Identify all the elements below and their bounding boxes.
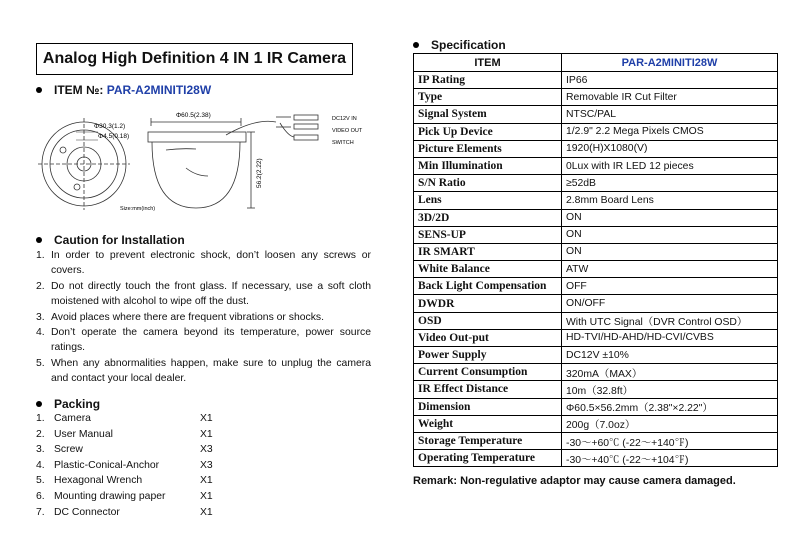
dim-height-label: 56.2(2.22) bbox=[256, 158, 263, 188]
packing-list bbox=[36, 411, 236, 520]
spec-col-item: ITEM bbox=[414, 54, 562, 72]
side-view bbox=[148, 115, 318, 208]
item-number-value: PAR-A2MINITI28W bbox=[106, 83, 212, 97]
list-item: 4. Plastic-Conical-Anchor X3 bbox=[36, 459, 213, 471]
spec-label: IR Effect Distance bbox=[414, 381, 562, 398]
spec-label: Lens bbox=[414, 192, 562, 209]
spec-col-model: PAR-A2MINITI28W bbox=[562, 54, 778, 72]
table-row bbox=[414, 209, 778, 226]
spec-value: ≥52dB bbox=[562, 175, 778, 192]
packing-heading: Packing bbox=[36, 397, 100, 411]
spec-value: 0Lux with IR LED 12 pieces bbox=[562, 157, 778, 174]
spec-value: With UTC Signal（DVR Control OSD） bbox=[562, 312, 778, 329]
spec-label: Operating Temperature bbox=[414, 450, 562, 467]
spec-label: Picture Elements bbox=[414, 140, 562, 157]
table-row bbox=[414, 89, 778, 106]
list-item: 1. In order to prevent electronic shock, don’t loosen any screws or covers. bbox=[36, 250, 371, 277]
spec-value: ON bbox=[562, 243, 778, 260]
front-view bbox=[38, 118, 130, 210]
spec-label: White Balance bbox=[414, 261, 562, 278]
table-row bbox=[414, 175, 778, 192]
table-row bbox=[414, 243, 778, 260]
spec-value: 2.8mm Board Lens bbox=[562, 192, 778, 209]
spec-label: 3D/2D bbox=[414, 209, 562, 226]
spec-value: Φ60.5×56.2mm（2.38"×2.22"） bbox=[562, 398, 778, 415]
list-item: 3. Avoid places where there are frequent vibrations or shocks. bbox=[36, 311, 324, 323]
document-title: Analog High Definition 4 IN 1 IR Camera bbox=[36, 43, 353, 75]
cable-label-switch: SWITCH bbox=[332, 140, 354, 146]
table-row bbox=[414, 329, 778, 346]
table-row bbox=[414, 381, 778, 398]
table-row bbox=[414, 261, 778, 278]
spec-label: Video Out-put bbox=[414, 329, 562, 346]
table-row bbox=[414, 123, 778, 140]
spec-label: Current Consumption bbox=[414, 364, 562, 381]
list-item: 7. DC Connector X1 bbox=[36, 506, 213, 518]
table-row bbox=[414, 278, 778, 295]
spec-label: Signal System bbox=[414, 106, 562, 123]
table-row bbox=[414, 312, 778, 329]
table-row bbox=[414, 432, 778, 449]
bullet-icon bbox=[36, 87, 42, 93]
bullet-icon bbox=[36, 401, 42, 407]
list-item: 4. Don’t operate the camera beyond its temperature, power source ratings. bbox=[36, 327, 371, 354]
spec-value: OFF bbox=[562, 278, 778, 295]
spec-value: Removable IR Cut Filter bbox=[562, 89, 778, 106]
list-item: 5. Hexagonal Wrench X1 bbox=[36, 475, 213, 487]
table-row bbox=[414, 398, 778, 415]
spec-value: 1/2.9" 2.2 Mega Pixels CMOS bbox=[562, 123, 778, 140]
table-row bbox=[414, 157, 778, 174]
table-row bbox=[414, 140, 778, 157]
bullet-icon bbox=[413, 42, 419, 48]
table-row bbox=[414, 192, 778, 209]
dim-outer-label: Φ30.3(1.2) bbox=[94, 123, 126, 130]
list-item: 6. Mounting drawing paper X1 bbox=[36, 490, 213, 502]
caution-heading: Caution for Installation bbox=[36, 233, 185, 247]
spec-value: -30～+40℃ (-22～+104℉) bbox=[562, 450, 778, 467]
list-item: 3. Screw X3 bbox=[36, 444, 213, 456]
table-row bbox=[414, 347, 778, 364]
cable-label-video-out: VIDEO OUT bbox=[332, 128, 363, 134]
list-item: 2. User Manual X1 bbox=[36, 428, 213, 440]
spec-label: S/N Ratio bbox=[414, 175, 562, 192]
spec-label: Weight bbox=[414, 415, 562, 432]
table-row bbox=[414, 450, 778, 467]
spec-value: IP66 bbox=[562, 72, 778, 89]
spec-label: Type bbox=[414, 89, 562, 106]
spec-label: Back Light Compensation bbox=[414, 278, 562, 295]
spec-value: 200g（7.0oz） bbox=[562, 415, 778, 432]
spec-label: Pick Up Device bbox=[414, 123, 562, 140]
spec-value: ATW bbox=[562, 261, 778, 278]
caution-list bbox=[36, 248, 371, 387]
spec-value: DC12V ±10% bbox=[562, 347, 778, 364]
table-row bbox=[414, 415, 778, 432]
list-item: 2. Do not directly touch the front glass. If necessary, use a soft cloth moistened with alcohol to wipe off the dust. bbox=[36, 280, 371, 308]
bullet-icon bbox=[36, 237, 42, 243]
spec-value: ON/OFF bbox=[562, 295, 778, 312]
spec-label: Storage Temperature bbox=[414, 432, 562, 449]
item-number-label: ITEM №: bbox=[54, 83, 104, 97]
table-row bbox=[414, 72, 778, 89]
dim-inner-label: Φ4.5(0.18) bbox=[98, 133, 130, 140]
spec-value: ON bbox=[562, 226, 778, 243]
spec-value: 10m（32.8ft） bbox=[562, 381, 778, 398]
list-item: 5. When any abnormalities happen, make sure to unplug the camera and contact your local dealer. bbox=[36, 357, 371, 385]
camera-drawing bbox=[36, 108, 366, 220]
spec-value: 320mA（MAX） bbox=[562, 364, 778, 381]
list-item: 1. Camera X1 bbox=[36, 413, 213, 424]
spec-value: ON bbox=[562, 209, 778, 226]
spec-header-row bbox=[414, 54, 778, 72]
spec-label: DWDR bbox=[414, 295, 562, 312]
table-row bbox=[414, 106, 778, 123]
spec-label: IR SMART bbox=[414, 243, 562, 260]
spec-heading: Specification bbox=[413, 38, 506, 52]
spec-label: Min Illumination bbox=[414, 157, 562, 174]
spec-value: -30～+60℃ (-22～+140℉) bbox=[562, 432, 778, 449]
item-number bbox=[36, 83, 211, 97]
spec-label: OSD bbox=[414, 312, 562, 329]
size-note: Size:mm(inch) bbox=[120, 206, 156, 212]
spec-value: HD-TVI/HD-AHD/HD-CVI/CVBS bbox=[562, 329, 778, 346]
spec-label: Power Supply bbox=[414, 347, 562, 364]
cable-label-dc12v: DC12V IN bbox=[332, 116, 357, 122]
spec-value: 1920(H)X1080(V) bbox=[562, 140, 778, 157]
table-row bbox=[414, 295, 778, 312]
table-row bbox=[414, 364, 778, 381]
spec-label: IP Rating bbox=[414, 72, 562, 89]
spec-label: SENS-UP bbox=[414, 226, 562, 243]
table-row bbox=[414, 226, 778, 243]
remark: Remark: Non-regulative adaptor may cause camera damaged. bbox=[413, 475, 736, 487]
spec-table bbox=[413, 53, 778, 467]
dim-width-label: Φ60.5(2.38) bbox=[176, 112, 211, 119]
spec-value: NTSC/PAL bbox=[562, 106, 778, 123]
spec-label: Dimension bbox=[414, 398, 562, 415]
